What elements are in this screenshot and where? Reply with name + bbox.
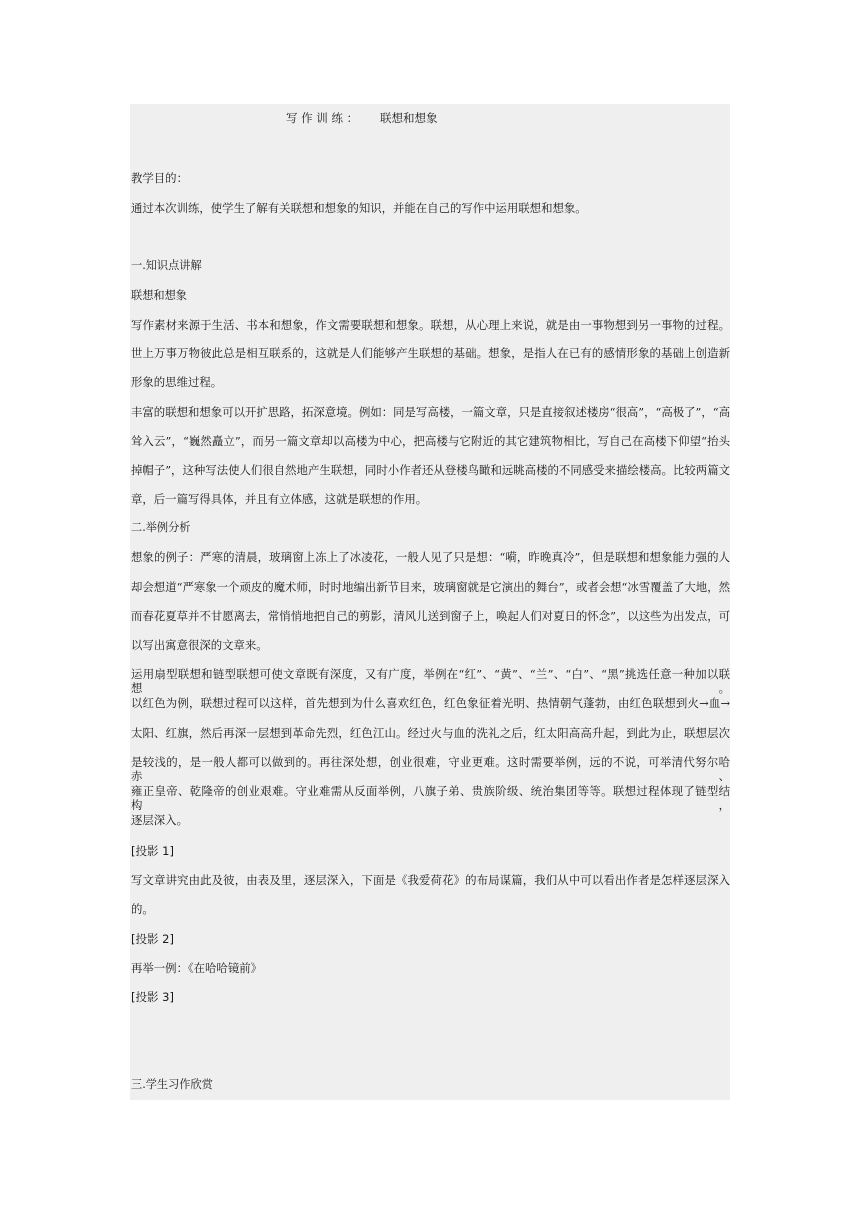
paragraph-line: 却会想道“严寒象一个顽皮的魔术师，时时地编出新节目来，玻璃窗就是它演出的舞台”，或者会想“冰雪覆盖了大地，然 — [131, 580, 730, 594]
document-page — [130, 104, 730, 1100]
section-heading-examples: 二.举例分析 — [131, 521, 191, 534]
paragraph-line: 掉帽子”，这种写法使人们很自然地产生联想，同时小作者还从登楼鸟瞰和远眺高楼的不同感受来描绘楼高。比较两篇文 — [131, 463, 730, 477]
paragraph-line: 雍正皇帝、乾隆帝的创业艰难。守业难需从反面举例，八旗子弟、贵族阶级、统治集团等等。联想过程体现了链型结构， — [131, 784, 730, 812]
paragraph-line: 形象的思维过程。 — [131, 375, 223, 389]
document-title: 写 作 训 练 ： 联想和想象 — [286, 111, 438, 125]
paragraph-line: 想象的例子：严寒的清晨，玻璃窗上冻上了冰凌花，一般人见了只是想：“嗬，昨晚真冷”，但是联想和想象能力强的人 — [131, 550, 730, 564]
paragraph-line: 耸入云”，“巍然矗立”，而另一篇文章却以高楼为中心，把高楼与它附近的其它建筑物相比，写自己在高楼下仰望“抬头 — [131, 434, 730, 448]
paragraph-line: 以红色为例，联想过程可以这样，首先想到为什么喜欢红色，红色象征着光明、热情朝气蓬勃，由红色联想到火→血→ — [131, 696, 730, 710]
section-heading-student-work: 三.学生习作欣赏 — [131, 1078, 213, 1091]
paragraph-line: 丰富的联想和想象可以开扩思路，拓深意境。例如：同是写高楼，一篇文章，只是直接叙述楼房“很高”，“高极了”，“高 — [131, 405, 730, 419]
purpose-text: 通过本次训练，使学生了解有关联想和想象的知识，并能在自己的写作中运用联想和想象。 — [131, 201, 587, 215]
paragraph-line: 以写出寓意很深的文章来。 — [131, 638, 268, 652]
paragraph-line: 是较浅的，是一般人都可以做到的。再往深处想，创业很难，守业更难。这时需要举例，远的不说，可举清代努尔哈赤、 — [131, 755, 730, 783]
purpose-label: 教学目的： — [131, 171, 188, 185]
projection-3-label: [投影 3] — [131, 990, 174, 1004]
paragraph-line: 的。 — [131, 902, 154, 916]
paragraph-line: 世上万事万物彼此总是相互联系的，这就是人们能够产生联想的基础。想象，是指人在已有的感情形象的基础上创造新 — [131, 346, 730, 360]
paragraph-line: 再举一例：《在哈哈镜前》 — [131, 961, 262, 975]
paragraph-line: 而春花夏草并不甘愿离去，常悄悄地把自己的剪影，清风儿送到窗子上，唤起人们对夏日的怀念”，以这些为出发点，可 — [131, 609, 730, 623]
paragraph-line: 太阳、红旗，然后再深一层想到革命先烈，红色江山。经过火与血的洗礼之后，红太阳高高升起，到此为止，联想层次 — [131, 726, 730, 740]
paragraph-line: 章，后一篇写得具体，并且有立体感，这就是联想的作用。 — [131, 492, 428, 506]
section-heading-knowledge: 一.知识点讲解 — [131, 259, 202, 272]
subheading-association-imagination: 联想和想象 — [131, 289, 187, 302]
projection-1-label: [投影 1] — [131, 844, 174, 858]
paragraph-line: 运用扇型联想和链型联想可使文章既有深度，又有广度，举例在“红”、“黄”、“兰”、“白”、“黑”挑选任意一种加以联想。 — [131, 667, 730, 695]
paragraph-line: 写文章讲究由此及彼，由表及里，逐层深入，下面是《我爱荷花》的布局谋篇，我们从中可以看出作者是怎样逐层深入 — [131, 873, 730, 887]
paragraph-line: 逐层深入。 — [131, 813, 188, 827]
projection-2-label: [投影 2] — [131, 932, 174, 946]
paragraph-line: 写作素材来源于生活、书本和想象，作文需要联想和想象。联想，从心理上来说，就是由一事物想到另一事物的过程。 — [131, 318, 730, 332]
